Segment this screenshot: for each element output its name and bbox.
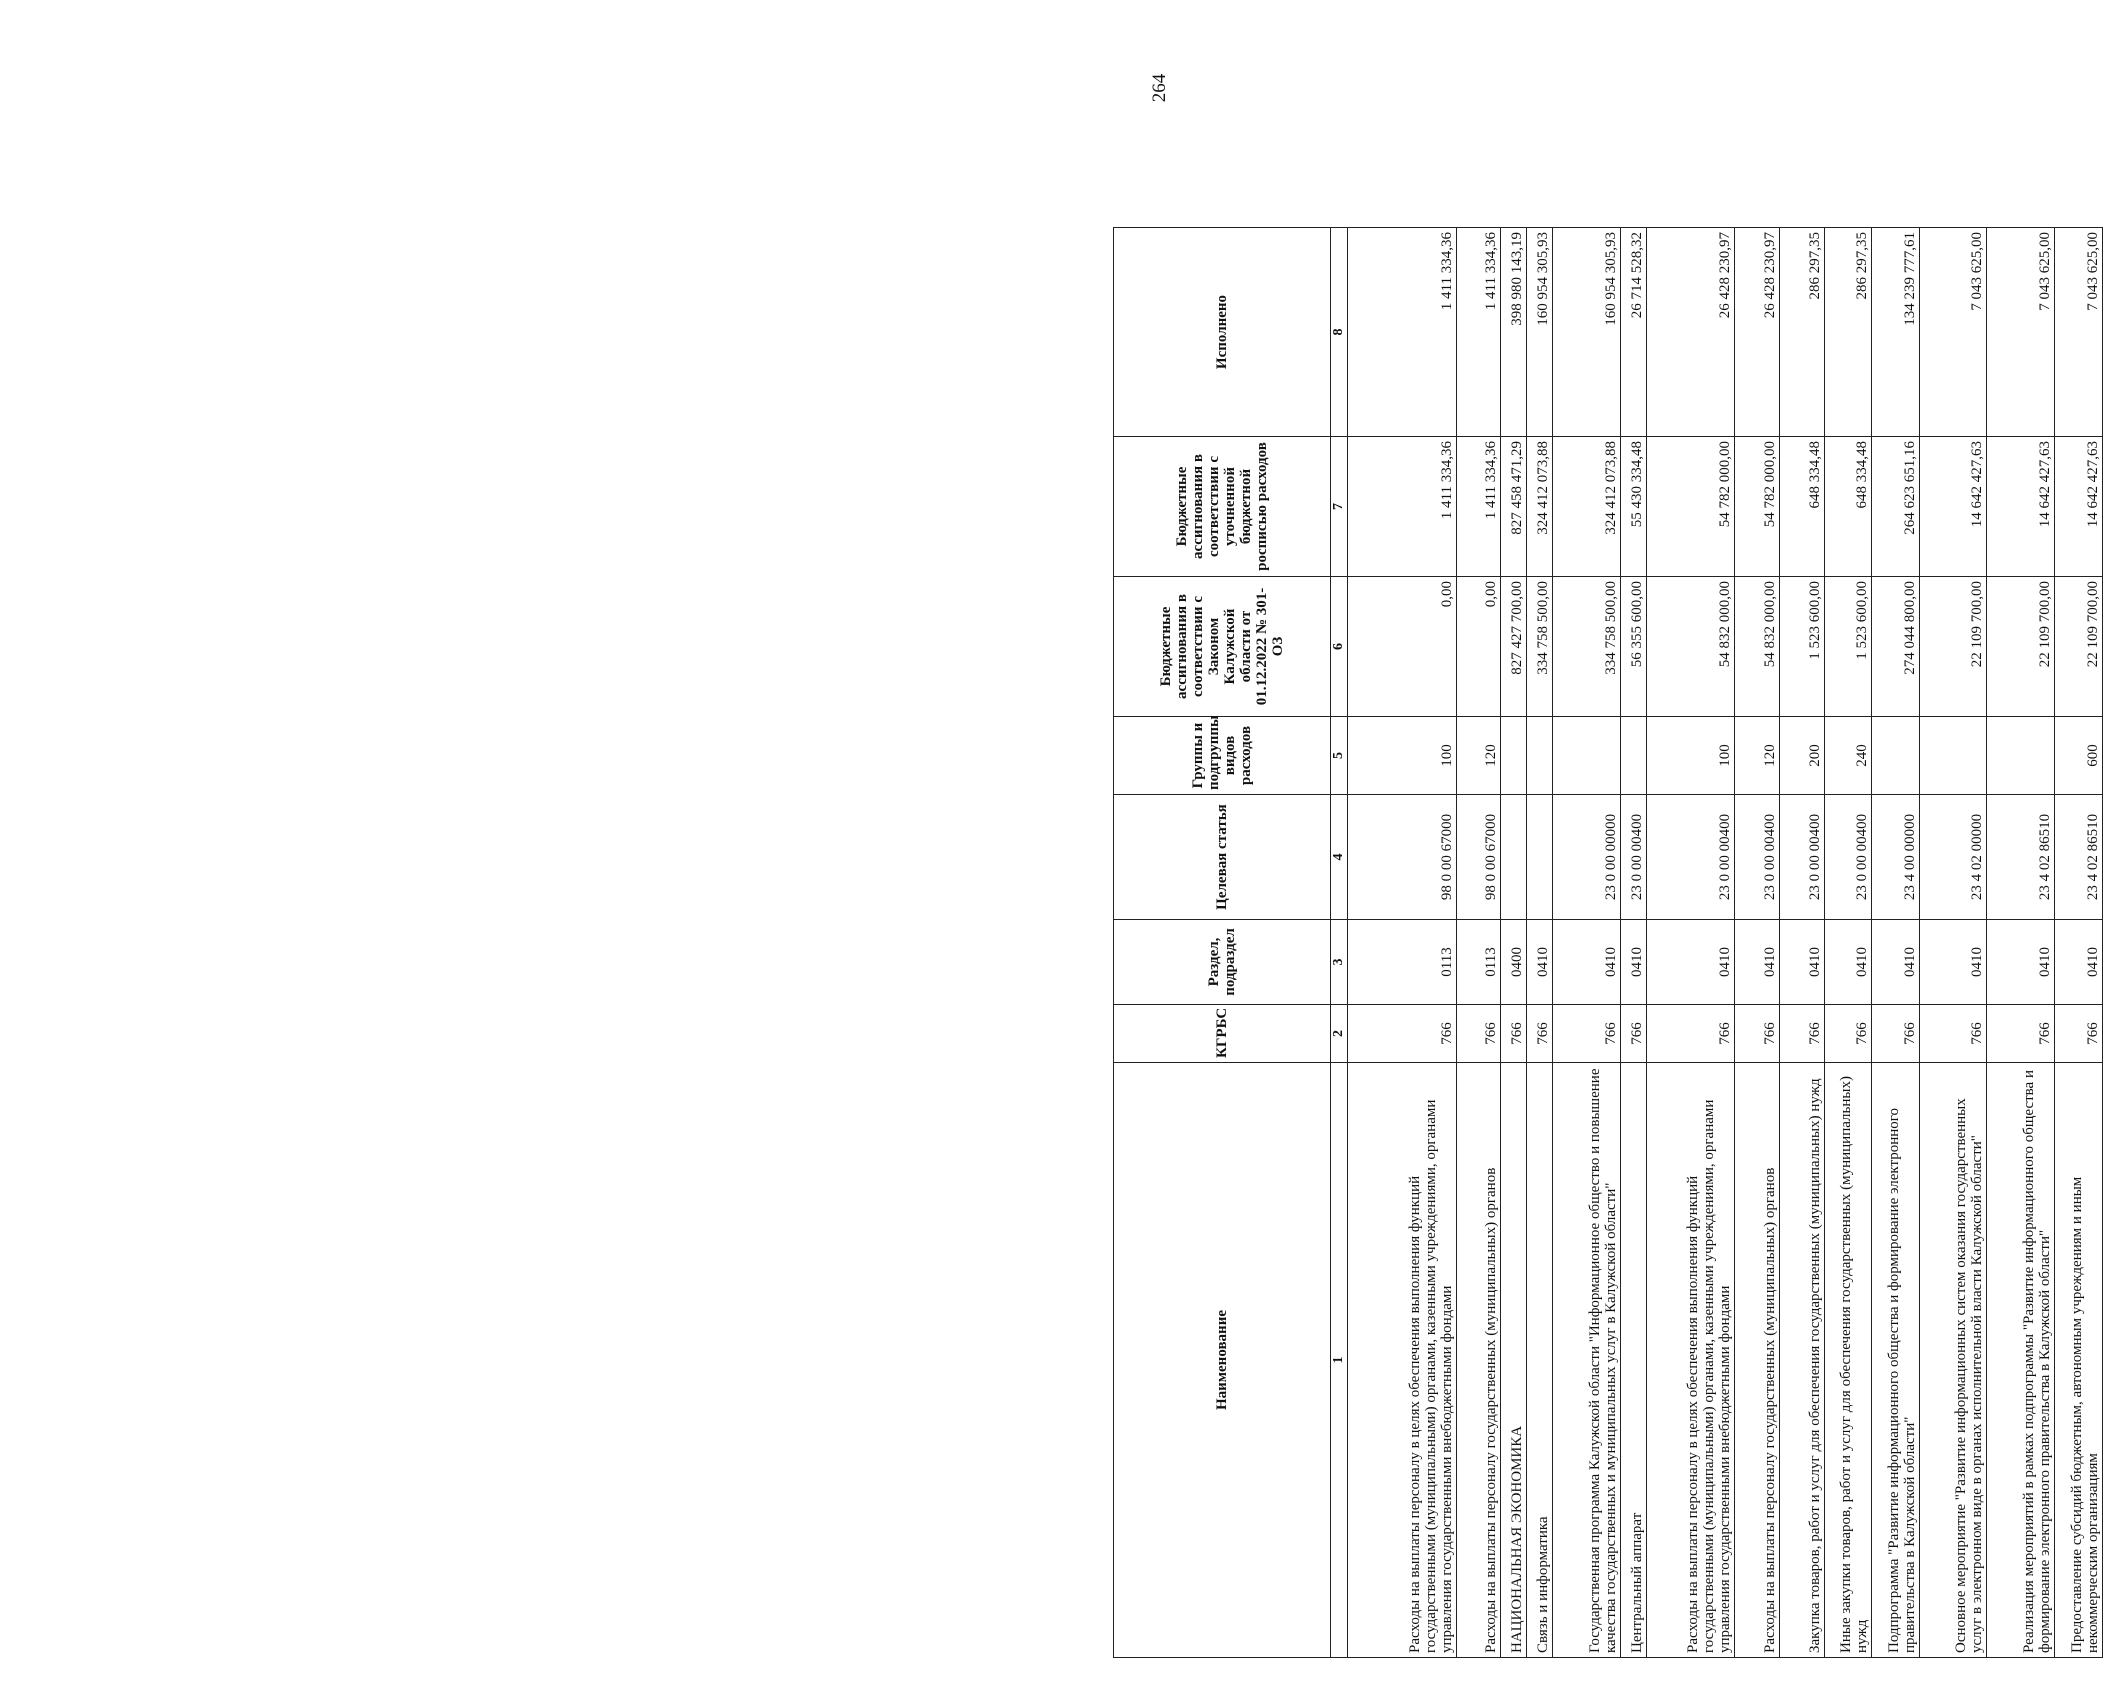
column-number: 4 — [1331, 795, 1348, 920]
cell-law-amount: 1 523 600,00 — [1824, 577, 1872, 717]
cell-executed-amount: 7 043 625,00 — [1919, 228, 1987, 437]
cell-group: 200 — [1779, 717, 1824, 795]
header-done: Исполнено — [1114, 228, 1331, 437]
cell-kgrbs: 766 — [1527, 1005, 1553, 1063]
cell-target: 23 0 00 00400 — [1620, 795, 1646, 920]
cell-kgrbs: 766 — [1987, 1005, 2055, 1063]
cell-section: 0410 — [2055, 920, 2103, 1005]
header-refined: Бюджетные ассигнования в соответствии с уточненной бюджетной росписью расходов — [1114, 437, 1331, 577]
table-row — [1501, 228, 1527, 1658]
cell-name: Основное мероприятие "Развитие информационных систем оказания государственных услуг в электронном виде в органах исполнительной власти Калужской области" — [1919, 1063, 1987, 1658]
cell-kgrbs: 766 — [1348, 1005, 1457, 1063]
budget-table — [1113, 227, 2103, 1658]
cell-group — [1553, 717, 1621, 795]
table-row — [1527, 228, 1553, 1658]
cell-law-amount: 274 044 800,00 — [1872, 577, 1920, 717]
cell-group: 120 — [1456, 717, 1501, 795]
cell-refined-amount: 264 623 651,16 — [1872, 437, 1920, 577]
cell-target: 23 4 00 00000 — [1872, 795, 1920, 920]
cell-refined-amount: 324 412 073,88 — [1527, 437, 1553, 577]
cell-executed-amount: 398 980 143,19 — [1501, 228, 1527, 437]
table-row — [1919, 228, 1987, 1658]
cell-target: 23 4 02 00000 — [1919, 795, 1987, 920]
cell-kgrbs: 766 — [1620, 1005, 1646, 1063]
header-target: Целевая статья — [1114, 795, 1331, 920]
cell-group — [1987, 717, 2055, 795]
cell-group — [1501, 717, 1527, 795]
cell-target: 23 4 02 86510 — [2055, 795, 2103, 920]
cell-refined-amount: 1 411 334,36 — [1348, 437, 1457, 577]
cell-name: Предоставление субсидий бюджетным, автономным учреждениям и иным некоммерческим организациям — [2055, 1063, 2103, 1658]
cell-law-amount: 0,00 — [1456, 577, 1501, 717]
cell-group — [1872, 717, 1920, 795]
header-name: Наименование — [1114, 1063, 1331, 1658]
cell-section: 0410 — [1779, 920, 1824, 1005]
column-number: 3 — [1331, 920, 1348, 1005]
cell-kgrbs: 766 — [1734, 1005, 1779, 1063]
cell-name: НАЦИОНАЛЬНАЯ ЭКОНОМИКА — [1501, 1063, 1527, 1658]
header-group: Группы и подгруппы видов расходов — [1114, 717, 1331, 795]
cell-section: 0410 — [1620, 920, 1646, 1005]
cell-law-amount: 54 832 000,00 — [1734, 577, 1779, 717]
cell-name: Иные закупки товаров, работ и услуг для обеспечения государственных (муниципальных) нужд — [1824, 1063, 1872, 1658]
cell-executed-amount: 1 411 334,36 — [1348, 228, 1457, 437]
header-row — [1114, 228, 1331, 1658]
cell-refined-amount: 827 458 471,29 — [1501, 437, 1527, 577]
cell-target: 23 0 00 00000 — [1553, 795, 1621, 920]
cell-target: 23 0 00 00400 — [1646, 795, 1734, 920]
cell-name: Расходы на выплаты персоналу государственных (муниципальных) органов — [1734, 1063, 1779, 1658]
column-number: 1 — [1331, 1063, 1348, 1658]
table-row — [1734, 228, 1779, 1658]
cell-name: Закупка товаров, работ и услуг для обеспечения государственных (муниципальных) нужд — [1779, 1063, 1824, 1658]
cell-target: 23 0 00 00400 — [1734, 795, 1779, 920]
cell-executed-amount: 286 297,35 — [1824, 228, 1872, 437]
cell-target — [1527, 795, 1553, 920]
cell-target: 23 0 00 00400 — [1824, 795, 1872, 920]
budget-table-rotated — [1113, 228, 2103, 1658]
table-row — [1824, 228, 1872, 1658]
cell-law-amount: 0,00 — [1348, 577, 1457, 717]
cell-refined-amount: 55 430 334,48 — [1620, 437, 1646, 577]
column-number-row — [1331, 228, 1348, 1658]
table-row — [1872, 228, 1920, 1658]
cell-executed-amount: 286 297,35 — [1779, 228, 1824, 437]
header-kgrbs: КГРБС — [1114, 1005, 1331, 1063]
header-section: Раздел, подраздел — [1114, 920, 1331, 1005]
cell-law-amount: 54 832 000,00 — [1646, 577, 1734, 717]
cell-target: 98 0 00 67000 — [1348, 795, 1457, 920]
column-number: 8 — [1331, 228, 1348, 437]
cell-kgrbs: 766 — [1919, 1005, 1987, 1063]
cell-kgrbs: 766 — [1456, 1005, 1501, 1063]
cell-name: Центральный аппарат — [1620, 1063, 1646, 1658]
table-row — [1779, 228, 1824, 1658]
cell-group — [1919, 717, 1987, 795]
table-row — [1553, 228, 1621, 1658]
cell-refined-amount: 648 334,48 — [1824, 437, 1872, 577]
cell-target: 98 0 00 67000 — [1456, 795, 1501, 920]
cell-group: 120 — [1734, 717, 1779, 795]
cell-section: 0410 — [1919, 920, 1987, 1005]
cell-group: 100 — [1348, 717, 1457, 795]
cell-group: 100 — [1646, 717, 1734, 795]
table-row — [1620, 228, 1646, 1658]
cell-law-amount: 1 523 600,00 — [1779, 577, 1824, 717]
cell-kgrbs: 766 — [1646, 1005, 1734, 1063]
cell-target — [1501, 795, 1527, 920]
cell-section: 0410 — [1553, 920, 1621, 1005]
cell-refined-amount: 14 642 427,63 — [2055, 437, 2103, 577]
cell-name: Государственная программа Калужской области "Информационное общество и повышение качества государственных и муниципальных услуг в Калужской области" — [1553, 1063, 1621, 1658]
cell-executed-amount: 160 954 305,93 — [1553, 228, 1621, 437]
cell-section: 0410 — [1734, 920, 1779, 1005]
cell-section: 0400 — [1501, 920, 1527, 1005]
table-row — [1456, 228, 1501, 1658]
cell-refined-amount: 14 642 427,63 — [1987, 437, 2055, 577]
cell-executed-amount: 26 714 528,32 — [1620, 228, 1646, 437]
cell-law-amount: 56 355 600,00 — [1620, 577, 1646, 717]
cell-law-amount: 22 109 700,00 — [2055, 577, 2103, 717]
table-row — [1646, 228, 1734, 1658]
column-number: 2 — [1331, 1005, 1348, 1063]
table-row — [2055, 228, 2103, 1658]
table-row — [1348, 228, 1457, 1658]
cell-name: Подпрограмма "Развитие информационного общества и формирование электронного правительства в Калужской области" — [1872, 1063, 1920, 1658]
cell-section: 0410 — [1824, 920, 1872, 1005]
cell-group — [1527, 717, 1553, 795]
cell-kgrbs: 766 — [1779, 1005, 1824, 1063]
cell-target: 23 0 00 00400 — [1779, 795, 1824, 920]
cell-kgrbs: 766 — [2055, 1005, 2103, 1063]
cell-law-amount: 22 109 700,00 — [1919, 577, 1987, 717]
column-number: 5 — [1331, 717, 1348, 795]
cell-section: 0410 — [1646, 920, 1734, 1005]
cell-executed-amount: 7 043 625,00 — [1987, 228, 2055, 437]
table-row — [1987, 228, 2055, 1658]
cell-refined-amount: 54 782 000,00 — [1734, 437, 1779, 577]
cell-law-amount: 827 427 700,00 — [1501, 577, 1527, 717]
column-number: 7 — [1331, 437, 1348, 577]
cell-executed-amount: 1 411 334,36 — [1456, 228, 1501, 437]
cell-name: Связь и информатика — [1527, 1063, 1553, 1658]
cell-refined-amount: 648 334,48 — [1779, 437, 1824, 577]
cell-kgrbs: 766 — [1824, 1005, 1872, 1063]
cell-name: Реализация мероприятий в рамках подпрограммы "Развитие информационного общества и формирование электронного правительства в Калужской области" — [1987, 1063, 2055, 1658]
cell-law-amount: 22 109 700,00 — [1987, 577, 2055, 717]
cell-section: 0410 — [1872, 920, 1920, 1005]
cell-law-amount: 334 758 500,00 — [1527, 577, 1553, 717]
cell-group: 240 — [1824, 717, 1872, 795]
cell-group — [1620, 717, 1646, 795]
cell-executed-amount: 7 043 625,00 — [2055, 228, 2103, 437]
cell-section: 0410 — [1527, 920, 1553, 1005]
cell-executed-amount: 134 239 777,61 — [1872, 228, 1920, 437]
header-law: Бюджетные ассигнования в соответствии с Законом Калужской области от 01.12.2022 № 301-ОЗ — [1114, 577, 1331, 717]
page-number: 264 — [1149, 73, 1170, 103]
cell-law-amount: 334 758 500,00 — [1553, 577, 1621, 717]
cell-kgrbs: 766 — [1872, 1005, 1920, 1063]
cell-target: 23 4 02 86510 — [1987, 795, 2055, 920]
cell-kgrbs: 766 — [1553, 1005, 1621, 1063]
cell-section: 0113 — [1348, 920, 1457, 1005]
cell-name: Расходы на выплаты персоналу в целях обеспечения выполнения функций государственными (муниципальными) органами, казенными учреждениями, органами управления государственными внебюджетными фондами — [1348, 1063, 1457, 1658]
cell-refined-amount: 1 411 334,36 — [1456, 437, 1501, 577]
cell-executed-amount: 26 428 230,97 — [1734, 228, 1779, 437]
cell-executed-amount: 160 954 305,93 — [1527, 228, 1553, 437]
cell-group: 600 — [2055, 717, 2103, 795]
cell-refined-amount: 14 642 427,63 — [1919, 437, 1987, 577]
cell-kgrbs: 766 — [1501, 1005, 1527, 1063]
cell-executed-amount: 26 428 230,97 — [1646, 228, 1734, 437]
cell-name: Расходы на выплаты персоналу государственных (муниципальных) органов — [1456, 1063, 1501, 1658]
cell-refined-amount: 54 782 000,00 — [1646, 437, 1734, 577]
cell-name: Расходы на выплаты персоналу в целях обеспечения выполнения функций государственными (муниципальными) органами, казенными учреждениями, органами управления государственными внебюджетными фондами — [1646, 1063, 1734, 1658]
cell-section: 0113 — [1456, 920, 1501, 1005]
cell-refined-amount: 324 412 073,88 — [1553, 437, 1621, 577]
cell-section: 0410 — [1987, 920, 2055, 1005]
column-number: 6 — [1331, 577, 1348, 717]
